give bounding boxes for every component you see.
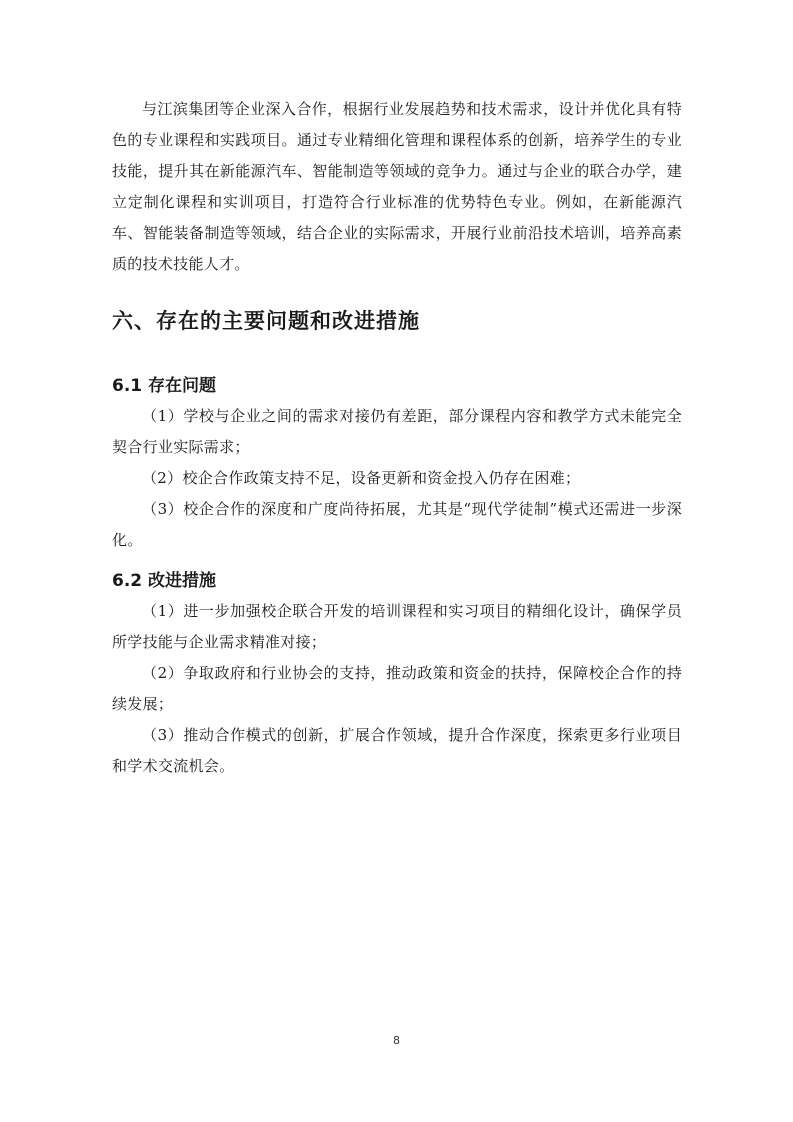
subsection-title-improvements: 6.2 改进措施: [112, 571, 217, 591]
problem-item-3: （3）校企合作的深度和广度尚待拓展，尤其是“现代学徒制”模式还需进一步深化。: [112, 500, 682, 549]
improvement-item-3: （3）推动合作模式的创新，扩展合作领域，提升合作深度，探索更多行业项目和学术交流机会。: [112, 726, 682, 775]
problem-item-1: （1）学校与企业之间的需求对接仍有差距，部分课程内容和教学方式未能完全契合行业实际需求；: [112, 407, 682, 456]
improvement-item-2: （2）争取政府和行业协会的支持，推动政策和资金的扶持，保障校企合作的持续发展；: [112, 664, 682, 713]
section-title: 六、存在的主要问题和改进措施: [112, 309, 420, 333]
subsection-title-problems: 6.1 存在问题: [112, 376, 217, 396]
page-number: 8: [393, 1034, 400, 1047]
improvement-item-1: （1）进一步加强校企联合开发的培训课程和实习项目的精细化设计，确保学员所学技能与企业需求精准对接；: [112, 602, 682, 651]
intro-paragraph: 与江滨集团等企业深入合作，根据行业发展趋势和技术需求，设计并优化具有特色的专业课程和实践项目。通过专业精细化管理和课程体系的创新，培养学生的专业技能，提升其在新能源汽车、智能制造等领域的竞争力。通过与企业的联合办学，建立定制化课程和实训项目，打造符合行业标准的优势特色专业。例如，在新能源汽车、智能装备制造等领域，结合企业的实际需求，开展行业前沿技术培训，培养高素质的技术技能人才。: [112, 100, 682, 273]
problem-item-2: （2）校企合作政策支持不足，设备更新和资金投入仍存在困难；: [142, 469, 581, 487]
